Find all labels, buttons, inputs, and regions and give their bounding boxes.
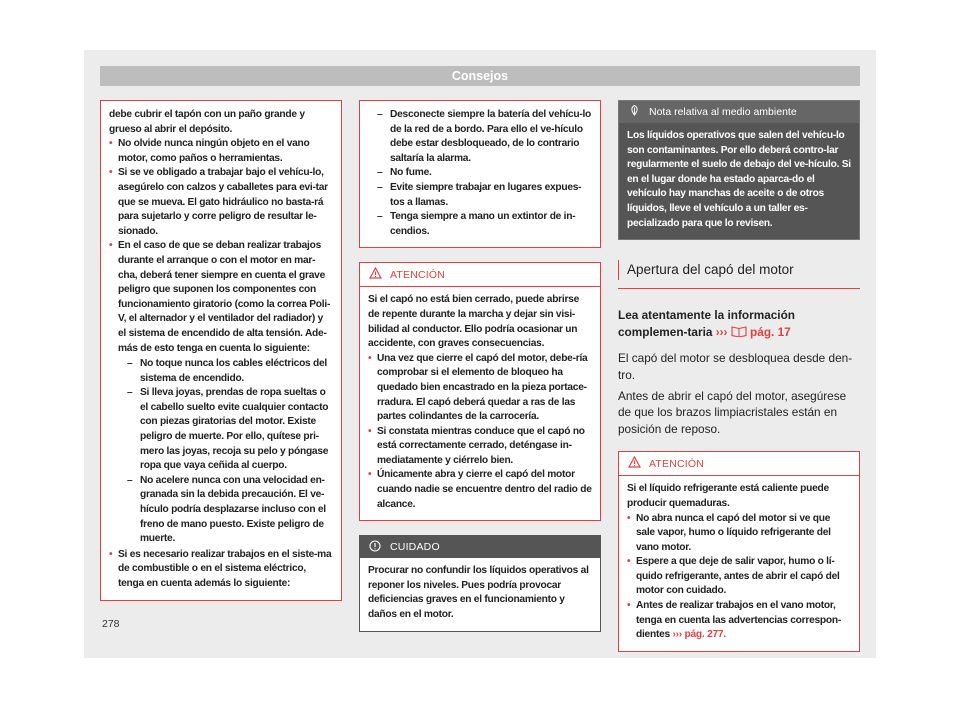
lead-reference-arrow: ››› [715, 324, 728, 339]
list-item: • Si constata mientras conduce que el capó no está correctamente cerrado, deténgase in-mediatamente y ciérrelo bien. [368, 425, 592, 469]
environment-note-title: Nota relativa al medio ambiente [649, 106, 797, 118]
warning-intro: Si el líquido refrigerante está caliente puede producir quemaduras. [627, 483, 829, 509]
warning-box-coolant [618, 451, 860, 652]
reference-arrow: ››› [672, 629, 682, 641]
dash-item: – Desconecte siempre la batería del vehícu-lo de la red de a bordo. Para ello el ve-hículo debe estar desbloqueado, de lo contrario saltaría la alarma. [368, 108, 592, 166]
list-item: • Únicamente abra y cierre el capó del motor cuando nadie se encuentre dentro del radio de alcance. [368, 468, 592, 512]
warning-bullets [109, 137, 333, 591]
environment-leaf-icon [619, 104, 649, 120]
dash-list [118, 357, 333, 547]
list-item: • Una vez que cierre el capó del motor, debe-ría comprobar si el elemento de bloqueo ha quedado bien encastrado en la pieza portace-rradura. El capó deberá quedar a ras de las partes colindantes de la carrocería. [368, 352, 592, 425]
dash-item: – No fume. [368, 166, 592, 181]
column-2 [359, 100, 601, 632]
caution-box [359, 535, 601, 631]
environment-note-header [619, 101, 859, 123]
list-item-text: Antes de realizar trabajos en el vano motor, tenga en cuenta las advertencias correspon-dientes [636, 600, 841, 641]
list-item: • Si es necesario realizar trabajos en el siste-ma de combustible o en el sistema eléctrico, tenga en cuenta además lo siguiente: [109, 548, 333, 592]
lead-text: Lea atentamente la información complemen-taria [618, 308, 795, 339]
dash-item: – Evite siempre trabajar en lugares expues-tos a llamas. [368, 181, 592, 210]
environment-note-text: Los líquidos operativos que salen del vehícu-lo son contaminantes. Por ello deberá contro-lar regularmente el suelo de debajo del ve-hículo. Si en el lugar donde ha estado aparca-do el vehículo hay manchas de aceite o de otros líquidos, lleve el vehículo a un taller es-pecializado para que lo revisen. [627, 130, 851, 229]
dash-item: – Si lleva joyas, prendas de ropa sueltas o el cabello suelto evite cualquier contacto con piezas giratorias del motor. Existe peligro de muerte. Por ello, quítese pri-mero las joyas, recoja su pelo y póngase ropa que vaya ceñida al cuerpo. [118, 386, 333, 474]
warning-box-hood [359, 262, 601, 521]
dash-item: – No toque nunca los cables eléctricos del sistema de encendido. [118, 357, 333, 386]
page-header: Consejos [100, 66, 860, 86]
warning-intro: Si el capó no está bien cerrado, puede abrirse de repente durante la marcha y dejar sin visi-bilidad al conductor. Ello podría ocasionar un accidente, con graves consecuencias. [368, 294, 580, 350]
body-paragraph-1: El capó del motor se desbloquea desde den-tro. [618, 351, 853, 382]
environment-note-box [618, 100, 860, 240]
page-number: 278 [102, 618, 120, 630]
column-1 [100, 100, 342, 601]
list-item [109, 239, 333, 546]
section-title: Apertura del capó del motor [618, 260, 860, 280]
list-item: • No abra nunca el capó del motor si ve que sale vapor, humo o líquido refrigerante del vano motor. [627, 512, 851, 556]
warning-bullets [627, 512, 851, 643]
caution-title: CUIDADO [390, 541, 440, 554]
list-item-text: En el caso de que se deban realizar trabajos durante el arranque o con el motor en mar-cha, deberá tener siempre en cuenta el grave peligro que suponen los componentes con funcionamiento giratorio (como la correa Poli-V, el alternador y el ventilador del radiador) y el sistema de encendido de alta tensión. Ade-más de esto tenga en cuenta lo siguiente: [118, 240, 331, 354]
book-reference-icon [731, 325, 747, 339]
list-item [627, 599, 851, 643]
warning-bullets [368, 352, 592, 513]
caution-text: Procurar no confundir los líquidos operativos al reponer los niveles. Pues podría provocar deficiencias graves en el funcionamiento y daños en el motor. [368, 565, 589, 621]
warning-box-continued-2 [359, 100, 601, 248]
list-item: • Espere a que deje de salir vapor, humo o lí-quido refrigerante, antes de abrir el capó del motor con cuidado. [627, 555, 851, 599]
caution-header [360, 536, 600, 558]
column-3 [618, 100, 860, 652]
warning-title: ATENCIÓN [649, 457, 705, 470]
list-item: • Si se ve obligado a trabajar bajo el vehícu-lo, asegúrelo con calzos y caballetes para evi-tar que se mueva. El gato hidráulico no basta-rá para sujetarlo y corre peligro de resultar le-sionado. [109, 166, 333, 239]
warning-triangle-icon [360, 267, 390, 282]
warning-header [360, 263, 600, 287]
warning-triangle-icon [619, 456, 649, 471]
dash-list [368, 108, 592, 239]
dash-item: – Tenga siempre a mano un extintor de in-cendios. [368, 210, 592, 239]
lead-paragraph [618, 307, 860, 340]
list-item: • No olvide nunca ningún objeto en el vano motor, como paños o herramientas. [109, 137, 333, 166]
dash-item: – No acelere nunca con una velocidad en-granada sin la debida precaución. El ve-hículo podría desplazarse incluso con el freno de mano puesto. Existe peligro de muerte. [118, 474, 333, 547]
warning-intro: debe cubrir el tapón con un paño grande y grueso al abrir el depósito. [109, 109, 305, 135]
page-277-link[interactable]: pág. 277. [684, 629, 726, 641]
warning-title: ATENCIÓN [390, 268, 446, 281]
body-paragraph-2: Antes de abrir el capó del motor, asegúrese de que los brazos limpiacristales están en posición de reposo. [618, 388, 847, 436]
lead-page-link[interactable]: pág. 17 [750, 324, 791, 339]
warning-header [619, 452, 859, 476]
section-divider [618, 288, 860, 289]
warning-box-continued [100, 100, 342, 601]
caution-circle-icon [360, 540, 390, 555]
